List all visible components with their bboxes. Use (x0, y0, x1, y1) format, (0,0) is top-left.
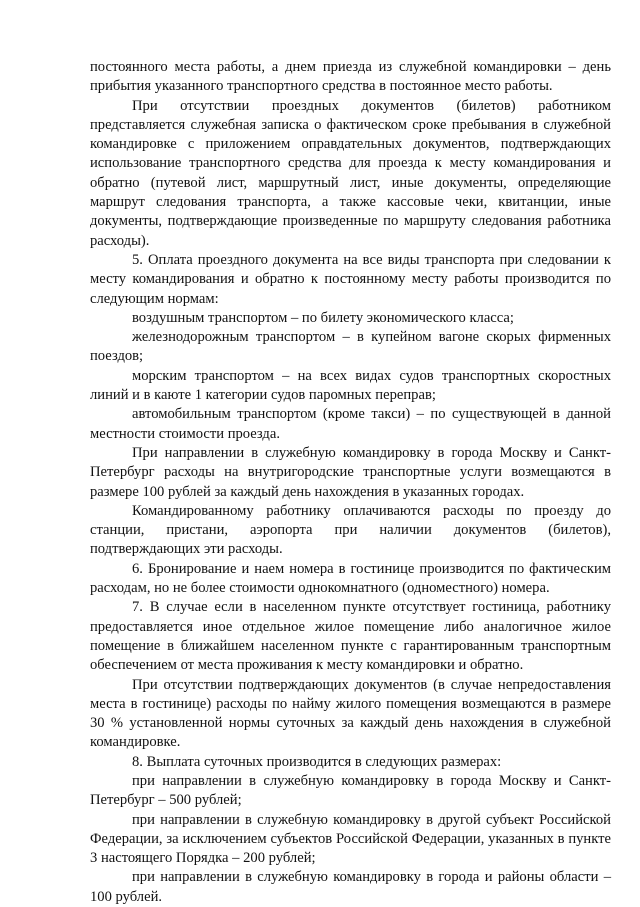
list-item-sea: морским транспортом – на всех видах судов транспортных скоростных линий и в каюте 1 категории судов паромных переправ; (90, 367, 611, 404)
paragraph-item-6: 6. Бронирование и наем номера в гостинице производится по фактическим расходам, но не более стоимости однокомнатного (одноместного) номера. (90, 560, 611, 597)
list-item-auto: автомобильным транспортом (кроме такси) – по существующей в данной местности стоимости проезда. (90, 406, 611, 442)
paragraph-item-7: 7. В случае если в населенном пункте отсутствует гостиница, работнику предоставляется иное отдельное жилое помещение либо аналогичное жилое помещение в ближайшем населенном пункте с гарантированным транспортным обеспечением от места проживания к месту командировки и обратно. (90, 599, 611, 674)
list-item-rail: железнодорожным транспортом – в купейном вагоне скорых фирменных поездов; (90, 329, 611, 365)
paragraph-item-8: 8. Выплата суточных производится в следующих размерах: (132, 753, 502, 770)
paragraph-no-tickets: При отсутствии проездных документов (билетов) работником представляется служебная записка о фактическом сроке пребывания в служебной командировке с приложением оправдательных документов, подтверждающих использование транспортного средства для проезда к месту командирования и обратно (путевой лист, маршрутный лист, иные документы, определяющие маршрут следования транспорта, а также кассовые чеки, квитанции, иные документы, подтверждающие произведенные по маршруту следования работника расходы). (90, 97, 611, 249)
paragraph-item-5: 5. Оплата проездного документа на все виды транспорта при следовании к месту командирования и обратно к постоянному месту работы производится по следующим нормам: (90, 251, 611, 307)
list-item-per-diem-other-subject: при направлении в служебную командировку в другой субъект Российской Федерации, за исключением субъектов Российской Федерации, указанных в пункте 3 настоящего Порядка – 200 рублей; (90, 811, 611, 867)
list-item-per-diem-moscow: при направлении в служебную командировку в города Москву и Санкт-Петербург – 500 рублей; (90, 772, 611, 809)
paragraph-station-travel: Командированному работнику оплачиваются расходы по проезду до станции, пристани, аэропорта при наличии документов (билетов), подтверждающих эти расходы. (90, 502, 611, 558)
paragraph-moscow-transport: При направлении в служебную командировку в города Москву и Санкт-Петербург расходы на внутригородские транспортные услуги возмещаются в размере 100 рублей за каждый день нахождения в указанных городах. (90, 444, 611, 500)
paragraph-continuation: постоянного места работы, а днем приезда из служебной командировки – день прибытия указанного транспортного средства в постоянное место работы. (90, 59, 611, 95)
document-page (90, 58, 611, 907)
list-item-air: воздушным транспортом – по билету экономического класса; (132, 309, 514, 326)
list-item-per-diem-region: при направлении в служебную командировку в города и районы области – 100 рублей. (90, 869, 611, 905)
paragraph-no-hotel-docs: При отсутствии подтверждающих документов (в случае непредоставления места в гостинице) расходы по найму жилого помещения возмещаются в размере 30 % установленной нормы суточных за каждый день нахождения в служебной командировке. (90, 676, 611, 751)
